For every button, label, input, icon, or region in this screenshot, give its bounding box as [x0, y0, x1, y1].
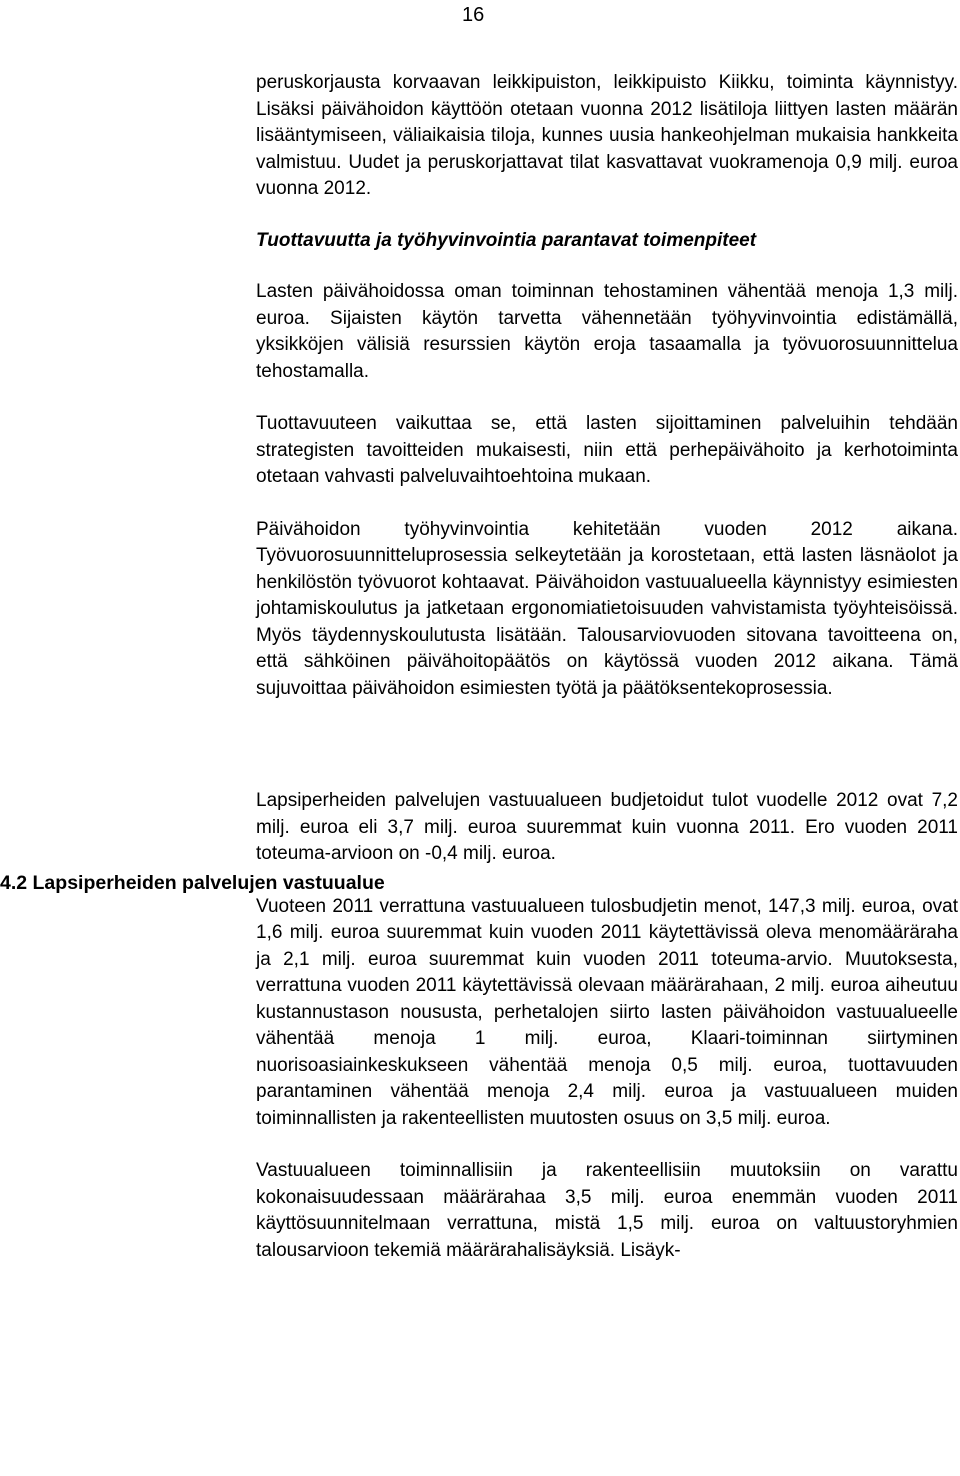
paragraph-placement: Tuottavuuteen vaikuttaa se, että lasten sijoittaminen palveluihin tehdään strategisten tavoitteiden mukaisesti, niin että perhepäivähoito ja kerhotoiminta otetaan vahvasti palveluvaihtoehtoina mukaan.	[256, 413, 958, 487]
subheading-productivity: Tuottavuutta ja työhyvinvointia parantavat toimenpiteet	[256, 229, 757, 251]
paragraph-facilities: peruskorjausta korvaavan leikkipuiston, leikkipuisto Kiikku, toiminta käynnistyy. Lisäksi päivähoidon käyttöön otetaan vuonna 2012 lisätiloja liittyen lasten määrän lisääntymiseen, väliaikaisia tiloja, kunnes uusia hankeohjelman mukaisia hankkeita valmistuu. Uudet ja peruskorjattavat tilat kasvattavat vuokramenoja 0,9 milj. euroa vuonna 2012.	[256, 72, 958, 199]
paragraph-expenses: Vuoteen 2011 verrattuna vastuualueen tulosbudjetin menot, 147,3 milj. euroa, ovat 1,6 milj. euroa suuremmat kuin vuoden 2011 käytettävissä oleva menomääräraha ja 2,1 milj. euroa suuremmat kuin vuoden 2011 toteuma-arvio. Muutoksesta, verrattuna vuoden 2011 käytettävissä olevaan määrärahaan, 2 milj. euroa aiheutuu kustannustason noususta, perhetalojen siirto lasten päivähoidon vastuualueelle vähentää menoja 1 milj. euroa, Klaari-toiminnan siirtyminen nuorisoasiainkeskukseen vähentää menoja 0,5 milj. euroa, tuottavuuden parantaminen vähentää menoja 2,4 milj. euroa ja vastuualueen muiden toiminnallisten ja rakenteellisten muutosten osuus on 3,5 milj. euroa.	[256, 895, 958, 1129]
paragraph-efficiency: Lasten päivähoidossa oman toiminnan tehostaminen vähentää menoja 1,3 milj. euroa. Sijaisten käytön tarvetta vähennetään työhyvinvointia edistämällä, yksikköjen välisiä resurssien käytön eroja tasaamalla ja työvuorosuunnittelua tehostamalla.	[256, 281, 958, 382]
paragraph-structural-changes: Vastuualueen toiminnallisiin ja rakenteellisiin muutoksiin on varattu kokonaisuudessaan määrärahaa 3,5 milj. euroa enemmän vuoden 2011 käyttösuunnitelmaan verrattuna, mistä 1,5 milj. euroa on valtuustoryhmien talousarvioon tekemiä määrärahalisäyksiä. Lisäyk-	[256, 1160, 958, 1261]
page-number: 16	[462, 4, 485, 26]
paragraph-revenue: Lapsiperheiden palvelujen vastuualueen budjetoidut tulot vuodelle 2012 ovat 7,2 milj. euroa eli 3,7 milj. euroa suuremmat kuin vuonna 2011. Ero vuoden 2011 toteuma-arvioon on -0,4 milj. euroa.	[256, 790, 958, 864]
section-heading: 4.2 Lapsiperheiden palvelujen vastuualue	[0, 872, 385, 894]
paragraph-wellbeing: Päivähoidon työhyvinvointia kehitetään vuoden 2012 aikana. Työvuorosuunnitteluprosessia selkeytetään ja korostetaan, että lasten läsnäolot ja henkilöstön työvuorot kohtaavat. Päivähoidon vastuualueella käynnistyy esimiesten johtamiskoulutus ja jatketaan ergonomiatietoisuuden vahvistamista työyhteisöissä. Myös täydennyskoulutusta lisätään. Talousarviovuoden sitovana tavoitteena on, että sähköinen päivähoitopäätös on käytössä vuoden 2012 aikana. Tämä sujuvoittaa päivähoidon esimiesten työtä ja päätöksentekoprosessia.	[256, 518, 958, 699]
document-body	[256, 70, 958, 1264]
